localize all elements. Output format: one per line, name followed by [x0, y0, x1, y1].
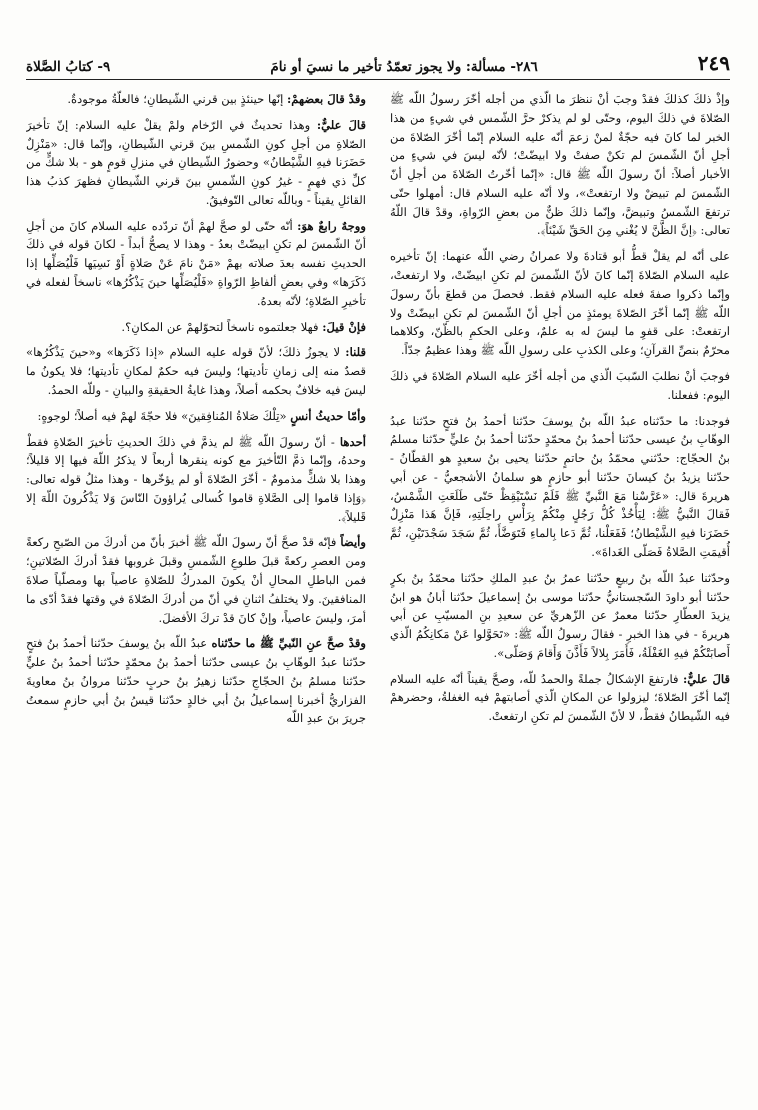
paragraph-lead: وأمّا حديثُ أنسٍ [290, 408, 366, 423]
paragraph [26, 533, 366, 627]
paragraph-lead: وقدْ صحَّ عنِ النّبيِّ ﷺ ما حدّثناه [211, 636, 366, 651]
paragraph-lead: وأيضاً [340, 535, 366, 550]
paragraph-text: - أنّ رسولَ اللّه ﷺ لم يذمَّ في ذلكَ الحديثِ تأخيرَ الصّلاةِ فقطْ وحدهُ، وإنّما ذمَّ التّأخيرَ مع كونه ينقرها أربعاً لا يذكرُ اللّهَ فيها إلا قليلاً؛ وهذا بلا شكٍّ مذمومٌ - أخّرَ الصّلاةَ أو لم يؤخّرها - وهذا مثلُ قوله تعالى: ﴿وَإذا قاموا إلى الصَّلاةِ قاموا كُسالى يُراؤونَ النّاسَ وَلا يَذْكُرونَ اللّهَ إلا قَليلاً﴾. [26, 434, 366, 524]
paragraph-text: فوجدنا: ما حدّثناه عبدُ اللّه بنُ يوسفَ حدّثنا أحمدُ بنُ فتحٍ حدّثنا عبدُ الوهّابِ بنُ عيسى حدّثنا أحمدُ بنُ محمّدٍ حدّثنا أحمدُ بنُ عليٍّ حدّثنا مسلمُ بنُ الحجّاج: حدّثني محمّدُ بنُ حاتمٍ حدّثنا يحيى بنُ سعيدٍ هو القطّانُ - حدّثنا يزيدُ بنُ كيسانَ حدّثنا أبو حازمٍ هو سلمانُ الأشجعيُّ - عن أبي هريرةَ قال: «عَرَّسْنا مَعَ النَّبيِّ ﷺ فَلَمْ نَسْتَيْقِظْ حَتّى طَلَعَتِ الشَّمْسُ، فَقالَ النَّبيُّ ﷺ: لِيَأْخُذْ كُلُّ رَجُلٍ مِنْكُمْ بِرَأْسِ راحِلَتِهِ، فَإنَّ هَذا مَنْزِلٌ حَضَرَنا فيهِ الشَّيْطانُ؛ فَفَعَلْنا، ثُمَّ دَعا بِالماءِ فَتَوَضَّأَ، ثُمَّ سَجَدَ سَجْدَتَيْنِ، ثُمَّ أُقيمَتِ الصَّلاةُ فَصَلّى الغَداةَ». [390, 413, 730, 559]
paragraph [26, 318, 366, 337]
paragraph-text: فارتفعَ الإشكالُ جملةً والحمدُ للّه، وصحَّ يقيناً أنّه عليه السلام إنّما أخّرَ الصّلاةَ؛ ليزولوا عن المكانِ الّذي أصابتهمْ فيه الغفلةُ، وحضرهمْ فيه الشّيطانُ فقطْ، لا لأنّ الشّمسَ لم تكنِ ارتفعتْ. [390, 671, 730, 724]
paragraph-text: «تِلْكَ صَلاةُ المُنافِقينَ» فلا حجّةَ لهمْ فيه أصلاً؛ لوجوهٍ: [37, 408, 291, 423]
paragraph [26, 407, 366, 426]
page-header [26, 46, 730, 80]
left-column [26, 90, 366, 1080]
paragraph-lead: أحدها [339, 434, 366, 449]
paragraph-lead: وقدْ قالَ بعضهمْ: [286, 92, 366, 106]
page-number: ٢٤٩ [697, 51, 730, 75]
paragraph-lead: قالَ عليٌّ: [316, 117, 366, 132]
paragraph-text: عبدُ اللّه بنُ يوسفَ حدّثنا أحمدُ بنُ فتحٍ حدّثنا عبدُ الوهّابِ بنُ عيسى حدّثنا أحمدُ بنُ محمّدٍ حدّثنا أحمدُ بنُ عليٍّ حدّثنا مسلمُ بنُ الحجّاجِ حدّثنا زهيرُ بنُ حربٍ حدّثنا مروانُ بنُ معاويةَ الفزاريُّ أخبرنا إسماعيلُ بنُ أبي خالدٍ حدّثنا قيسُ بنُ أبي حازمٍ سمعتُ جريرَ بنَ عبدِ اللّه [26, 636, 366, 726]
paragraph [26, 343, 366, 399]
running-title: ٢٨٦- مسألة: ولا يجوز تعمّدُ تأخير ما نسيَ أو نامَ [270, 59, 538, 75]
paragraph [390, 247, 730, 360]
paragraph-lead: فإنْ قيلَ: [322, 319, 366, 334]
paragraph-text: وإذْ ذلكَ كذلكَ فقدْ وجبَ أنْ ننظرَ ما الّذي من أجله أخّرَ رسولُ اللّه ﷺ الصّلاةَ في ذلكَ اليوم، وحتّى لو لم يذكرْ حرَّ الشّمس في شيءٍ من هذا الخبر لما كانَ فيه حجّةٌ لمنْ زعمَ أنّه عليه السلام إنّما أخّرَ الصّلاةَ من أجلِ أنّ الشّمسَ لم تكنْ صفتْ ولا ابيضّتْ؛ لأنّه ليسَ في شيءٍ من الأخبار أصلاً: أنّ رسولَ اللّه ﷺ قال: «إنّما أخّرتُ الصّلاةَ من أجلِ أنّ الشّمسَ لم تبيضْ ولا ارتفعتْ»، ولا أنّه عليه السلام قال: أمهلوا حتّى ترتفعَ الشّمسُ وتبيضَّ، وإنّما ذلكَ ظنٌّ من بعضِ الرّواةِ، وقدْ قالَ اللّهُ تعالى: ﴿إنَّ الظَّنَّ لا يُغْني مِنَ الحَقِّ شَيْئاً﴾. [390, 92, 730, 238]
paragraph-text: أنّه حتّى لو صحَّ لهمْ أنّ تردّده عليه السلام كانَ من أجلِ أنّ الشّمسَ لم تكنِ ابيضّتْ بعدُ - وهذا لا يصحُّ أبداً - لكانَ قوله في ذلكَ الحديثِ نفسه بعدَ صلاته بهمْ «مَنْ نامَ عَنْ صَلاةٍ أَوْ نَسِيَها فَلْيُصَلِّها إذا ذَكَرَها» وفي بعضِ ألفاظِ الرّواةِ «فَلْيُصَلِّها حينَ يَذْكُرُها» ناسخاً لفعله في تأخيرِ الصّلاةِ؛ لأنّه بعدهُ. [26, 218, 366, 308]
paragraph-text: وحدّثنا عبدُ اللّه بنُ ربيعٍ حدّثنا عمرُ بنُ عبدِ الملكِ حدّثنا محمّدُ بنُ بكرٍ حدّثنا أبو داودَ السّجستانيُّ حدّثنا موسى بنُ إسماعيلَ حدّثنا أبانُ هو ابنُ يزيدَ العطّارِ حدّثنا معمرٌ عن الزّهريِّ عن سعيدِ بنِ المسيّبِ عن أبي هريرةَ - في هذا الخبرِ - فقالَ رسولُ اللّه ﷺ: «تَحَوَّلوا عَنْ مَكانِكُمُ الّذي أَصابَتْكُمْ فيهِ الغَفْلَةُ، فَأَمَرَ بِلالاً فَأَذَّنَ وَأَقامَ وَصَلّى». [390, 570, 730, 660]
paragraph [390, 412, 730, 562]
paragraph-text: إنّها حينئذٍ بين قرني الشّيطانِ؛ فالعلّةُ موجودةٌ. [67, 92, 287, 106]
paragraph [26, 90, 366, 109]
paragraph-text: فهلا جعلتموه ناسخاً لتحوّلهمْ عن المكانِ؟. [121, 319, 323, 334]
paragraph [390, 670, 730, 726]
paragraph [390, 367, 730, 405]
paragraph-text: على أنّه لم يقلْ قطُّ أبو قتادةَ ولا عمرانُ رضي اللّه عنهما: إنّ تأخيره عليه السلام الصّلاةَ إنّما كانَ لأنّ الشّمسَ لم تكنِ ابيضّتْ، ولا ارتفعتْ، وإنّما ذكروا صفةَ فعله عليه السلام فقط. فحصلَ من قطعَ بأنّ رسولَ اللّه ﷺ إنّما أخّرَ الصّلاةَ يومئذٍ من أجلِ أنّ الشّمسَ لم تكنِ ابيضّتْ ولا ارتفعتْ: على قفوِ ما ليسَ له به علمٌ، وعلى الحكمِ بالظّنّ، وكلاهما محرّمٌ بنصِّ القرآنِ؛ وعلى الكذبِ على رسولِ اللّه ﷺ وهذا عظيمٌ جدّاً. [390, 249, 730, 358]
paragraph-text: وهذا تحديثٌ في الرّخام ولمْ يقلْ عليه السلام: إنّ تأخيرَ الصّلاةِ من أجلِ كونِ الشّمسِ بينَ قرني الشّيطانِ، وإنّما قال: «مَنْزِلٌ حَضَرَنا فيهِ الشَّيْطانُ» وحضورُ الشّيطانِ في منزلِ قومٍ هو - بلا شكٍّ من كلِّ ذي فهمٍ - غيرُ كونِ الشّمسِ بينَ قرني الشّيطانِ فظهرَ كذبُ هذا القائلِ يقيناً - وباللّه تعالى التّوفيقُ. [26, 117, 366, 207]
paragraph [26, 116, 366, 210]
paragraph-lead: قالَ عليٌّ: [683, 671, 730, 686]
paragraph-text: فإنّه قدْ صحَّ أنّ رسولَ اللّه ﷺ أخبرَ بأنّ من أدركَ من الصّبحِ ركعةً ومن العصرِ ركعةً قبلَ طلوعِ الشّمسِ وقبلَ غروبها فقدْ أدركَ الصّلاتينِ؛ فمن الباطلِ المحالِ أنْ يكونَ المدركُ للصّلاةِ عاصياً بها ومصلّياً صلاةَ المنافقينَ. ولا يختلفُ اثنانِ في أنّ من أدركَ الصّلاةَ في وقتها فقدْ أدّى ما أمرَ، وليسَ عاصياً، وإنْ كانَ قدْ تركَ الأفضلَ. [26, 535, 366, 625]
text-columns [26, 90, 730, 1080]
paragraph [390, 569, 730, 663]
paragraph-text: لا يجوزُ ذلكَ؛ لأنّ قوله عليه السلام «إذا ذَكَرَها» و«حينَ يَذْكُرُها» قصدٌ منه إلى زمانِ تأديتها؛ وليسَ فيه حكمٌ لمكانِ تأديتها؛ فلا يكونُ ما ليسَ فيه خلافٌ بحكمه أصلاً، وهذا غايةُ الحقيقةِ والبيانِ - وللّه الحمدُ. [26, 345, 366, 397]
paragraph [26, 433, 366, 527]
paragraph-lead: قلنا: [345, 345, 366, 360]
right-column [390, 90, 730, 1080]
paragraph [390, 90, 730, 240]
paragraph-lead: ووجهٌ رابعٌ هوَ: [297, 218, 366, 233]
book-title: ٩- كتابُ الصَّلاة [26, 59, 111, 75]
paragraph [26, 634, 366, 728]
paragraph-text: فوجبَ أنْ نطلبَ السّببَ الّذي من أجله أخّرَ عليه السلام الصّلاةَ في ذلكَ اليوم: ففعلنا. [390, 368, 730, 402]
paragraph [26, 217, 366, 311]
